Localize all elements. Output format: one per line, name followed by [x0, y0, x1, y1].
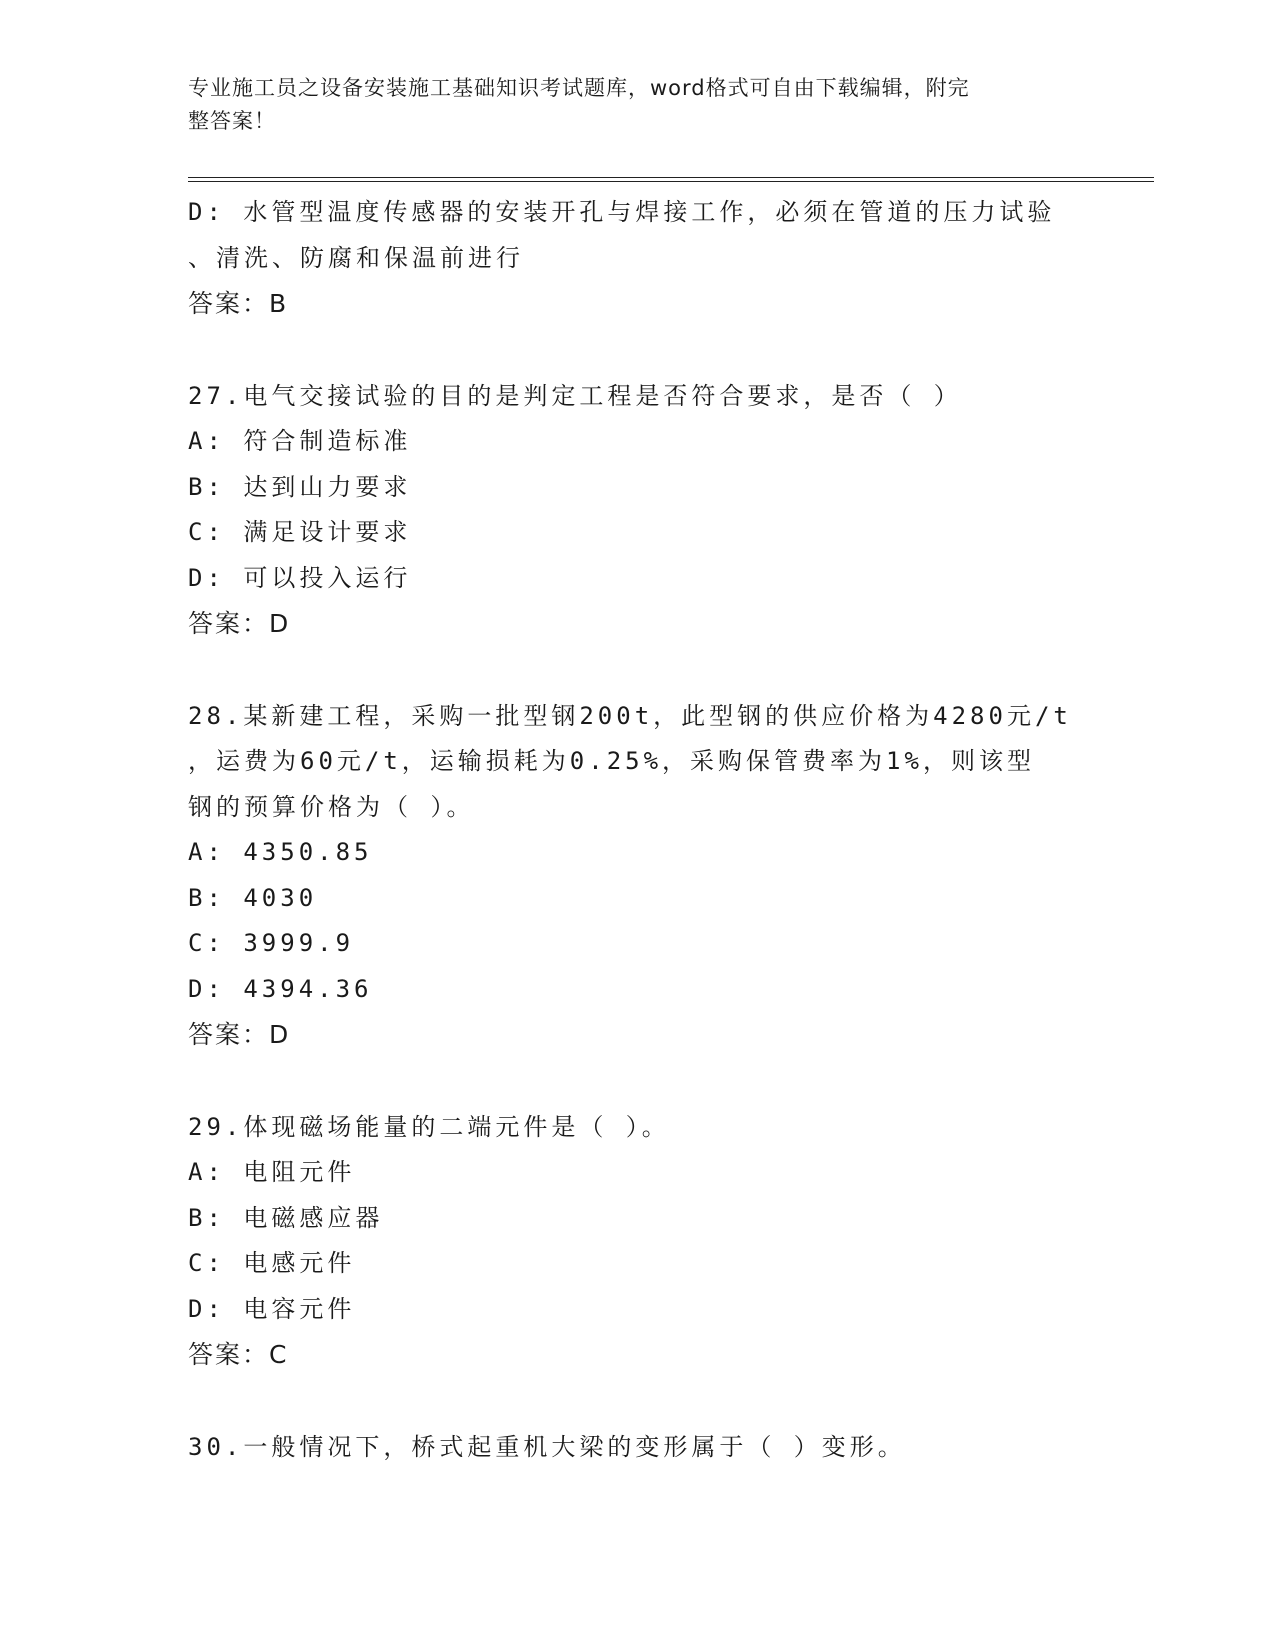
header-title-line2: 整答案！	[188, 109, 276, 133]
question-29-stem: 29.体现磁场能量的二端元件是（ ）。	[188, 1112, 670, 1141]
option-d: D: 水管型温度传感器的安装开孔与焊接工作，必须在管道的压力试验	[188, 198, 1056, 226]
question-28-option-c: C: 3999.9	[188, 929, 355, 957]
answer-line: 答案：B	[188, 289, 289, 318]
question-28-stem-line1: 28.某新建工程，采购一批型钢200t，此型钢的供应价格为4280元/t	[188, 701, 1072, 730]
question-27-option-a: A: 符合制造标准	[188, 427, 412, 455]
question-29-option-d: D: 电容元件	[188, 1294, 356, 1323]
header-title-line1: 专业施工员之设备安装施工基础知识考试题库，word格式可自由下载编辑，附完	[188, 76, 970, 100]
question-27-option-d: D: 可以投入运行	[188, 563, 412, 592]
question-27-answer: 答案：D	[188, 609, 291, 638]
option-d-continued: 、清洗、防腐和保温前进行	[188, 243, 524, 272]
question-29-answer: 答案：C	[188, 1340, 289, 1369]
question-28-option-b: B: 4030	[188, 883, 318, 912]
question-29-option-c: C: 电感元件	[188, 1249, 356, 1277]
question-29-option-b: B: 电磁感应器	[188, 1203, 384, 1232]
question-29-option-a: A: 电阻元件	[188, 1158, 356, 1186]
question-28-option-a: A: 4350.85	[188, 838, 373, 866]
question-27-option-c: C: 满足设计要求	[188, 518, 412, 546]
spacer	[188, 327, 1088, 374]
header-divider-top	[188, 177, 1154, 178]
spacer	[188, 647, 1088, 694]
document-header	[188, 72, 1068, 138]
question-27-stem: 27.电气交接试验的目的是判定工程是否符合要求，是否（ ）	[188, 381, 962, 410]
question-30-stem: 30.一般情况下，桥式起重机大梁的变形属于（ ）变形。	[188, 1432, 906, 1461]
question-content	[188, 190, 1088, 1470]
spacer	[188, 1058, 1088, 1105]
question-28-answer: 答案：D	[188, 1020, 291, 1049]
question-28-stem-line2: ，运费为60元/t，运输损耗为0.25%，采购保管费率为1%，则该型	[188, 747, 1035, 775]
question-27-option-b: B: 达到山力要求	[188, 472, 412, 501]
header-divider-bottom	[188, 181, 1154, 182]
question-28-option-d: D: 4394.36	[188, 974, 373, 1003]
spacer	[188, 1378, 1088, 1425]
question-28-stem-line3: 钢的预算价格为（ ）。	[188, 792, 475, 821]
